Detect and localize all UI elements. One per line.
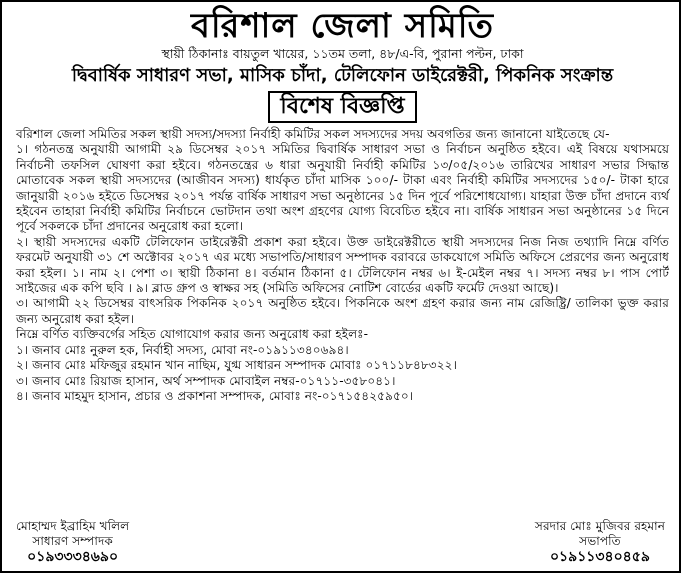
organization-address: স্থায়ী ঠিকানাঃ বায়তুল খায়ের, ১১তম তলা, ৪৮/এ-বি, পুরানা পল্টন, ঢাকা [161, 46, 524, 61]
intro-paragraph: বরিশাল জেলা সমিতির সকল স্থায়ী সদস্য/সদস্যা নির্বাহী কমিটির সকল সদস্যদের সদয় অবগতির জন্য জানানো যাইতেছে যে- [16, 127, 610, 141]
contact-item: ৩। জনাব মোঃ রিয়াজ হাসান, অর্থ সম্পাদক মোবাইল নম্বর-০১৭১১-৩৫৮০৪১। [16, 373, 396, 388]
signature-president [535, 519, 665, 565]
organization-title: বরিশাল জেলা সমিতি [190, 6, 495, 46]
contact-item: ৪। জনাব মাহমুদ হাসান, প্রচার ও প্রকাশনা সম্পাদক, মোবাঃ নং-০১৭১৫৪২৫৯৫০। [16, 388, 414, 403]
signatory-name: সরদার মোঃ মুজিবর রহমান [534, 518, 665, 533]
item-3-paragraph: ৩। আগামী ২২ ডিসেম্বর বাৎসরিক পিকনিক ২০১৭ অনুষ্ঠিত হইবে। পিকনিকে অংশ গ্রহণ করার জন্য নাম রেজিষ্ট্রি/ তালিকা ভুক্ত করার জন্য অনুরোধ করা হইল। [16, 296, 669, 326]
signatory-phone: ০১৯৩৩৩৪৬৯০ [27, 548, 119, 565]
signatory-phone: ০১৯১১৩৪০৪৫৯ [549, 548, 650, 565]
contact-list [16, 343, 669, 405]
signatory-title: সাধারণ সম্পাদক [32, 534, 113, 549]
banner-wrapper [16, 91, 669, 123]
signatory-name: মোহাম্মদ ইব্রাহিম খলিল [16, 518, 130, 533]
item-2-paragraph: ২। স্থায়ী সদস্যদের একটি টেলিফোন ডাইরেক্টরী প্রকাশ করা হইবে। উক্ত ডাইরেক্টরীতে স্থায়ী সদস্যদের নিজ নিজ তথ্যাদি নিম্নে বর্ণিত ফরমেট অনুযায়ী ৩১ শে অক্টোবর ২০১৭ এর মধ্যে সভাপতি/সাধারণ সম্পাদক বরাবরে ডাকযোগে সমিতি অফিসে প্রেরণের জন্য অনুরোধ করা হইল। ১। নাম ২। পেশা ৩। স্থায়ী ঠিকানা ৪। বর্তমান ঠিকানা ৫। টেলিফোন নম্বর ৬। ই-মেইল নম্বর ৭। সদস্য নম্বর ৮। পাস পোর্ট সাইজের এক কপি ছবি । ৯। ব্লাড গ্রুপ ও স্বাক্ষর সহ (সমিতি অফিসের নোটিশ বোর্ডের একটি ফর্মেট দেওয়া আছে)। [16, 234, 669, 296]
special-notice-banner: বিশেষ বিজ্ঞপ্তি [268, 91, 416, 123]
notice-subject: দ্বিবার্ষিক সাধারণ সভা, মাসিক চাঁদা, টেলিফোন ডাইরেক্টরী, পিকনিক সংক্রান্ত [71, 65, 614, 86]
notice-body [16, 127, 669, 404]
contact-item: ১। জনাব মোঃ নুরুল হক, নির্বাহী সদস্য, মোবা নং-০১৯১১৩৪০৬৯৪। [16, 342, 349, 357]
contact-item: ২। জনাব মোঃ মফিজুর রহমান খান নাছিম, যুগ্ম সাধারন সম্পাদক মোবাঃ ০১৭১১৮৪৮৩২২। [16, 358, 457, 373]
item-1-paragraph: ১। গঠনতন্ত্র অনুযায়ী আগামী ২৯ ডিসেম্বর ২০১৭ সমিতির দ্বিবার্ষিক সাধারণ সভা ও নির্বাচন অনুষ্ঠিত হইবে। এই বিষয়ে যথাসময়ে নির্বাচনী তফসিল ঘোষণা করা হইবে। গঠনতন্ত্রের ৬ ধারা অনুযায়ী নির্বাহী কমিটির ১৩/০৫/২০১৬ তারিখের সাধারণ সভার সিদ্ধান্ত মোতাবেক সকল স্থায়ী সদস্যদের (আজীবন সদস্য) ধার্যকৃত চাঁদা মাসিক ১০০/- টাকা এবং নির্বাহী কমিটির সদস্যদের ১৫০/- টাকা হারে জানুয়ারী ২০১৬ হইতে ডিসেম্বর ২০১৭ পর্যন্ত বার্ষিক সাধারণ সভা অনুষ্ঠানের ১৫ দিন পূর্বে পরিশোধযোগ্য। যাহারা উক্ত চাঁদা প্রদানে ব্যর্থ হইবেন তাহারা নির্বাহী কমিটির নির্বাচনে ভোটদান তথা অংশ গ্রহণের যোগ্য বিবেচিত হইবে না। বার্ষিক সাধারন সভা অনুষ্ঠানের ১৫ দিনে পূর্বে সকলকে চাঁদা প্রদানের অনুরোধ করা হলো। [16, 142, 669, 234]
contact-intro: নিম্নে বর্ণিত ব্যক্তিবর্গের সহিত যোগাযোগ করার জন্য অনুরোধ করা হইলঃ- [16, 327, 369, 342]
signatory-title: সভাপতি [579, 534, 621, 549]
signature-general-secretary [16, 519, 129, 565]
signature-block [16, 519, 665, 565]
